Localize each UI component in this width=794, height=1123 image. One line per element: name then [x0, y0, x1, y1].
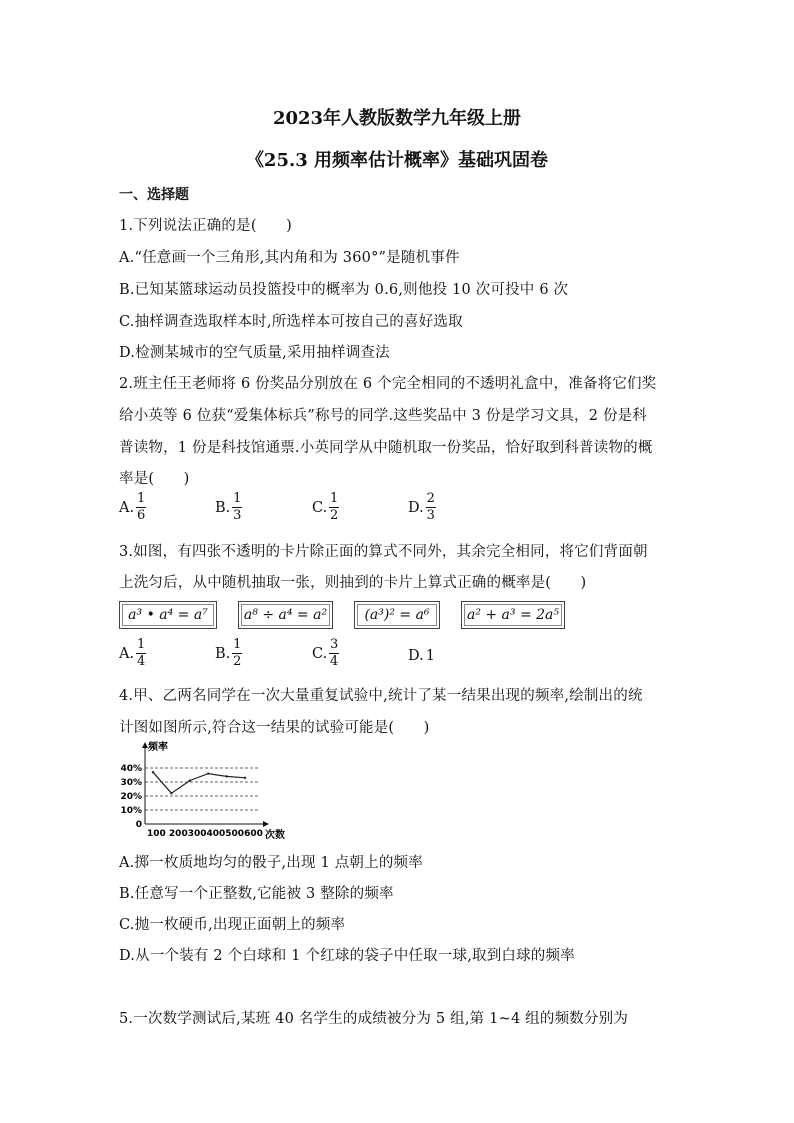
fraction	[136, 492, 146, 523]
frequency-line-chart	[115, 740, 295, 842]
q2-choice-b	[215, 492, 242, 523]
q4-option-b: B.任意写一个正整数,它能被 3 整除的频率	[119, 886, 394, 902]
denominator: 3	[426, 508, 435, 523]
fraction	[232, 492, 242, 523]
document-subtitle: 《25.3 用频率估计概率》基础巩固卷	[245, 150, 549, 171]
x-axis-label: 次数	[265, 830, 285, 841]
q2-choice-a	[119, 492, 146, 523]
data-point	[244, 777, 246, 779]
data-point	[152, 771, 154, 773]
formula-card-1: a³ • a⁴ = a⁷	[119, 601, 217, 629]
x-axis-arrow	[263, 821, 269, 827]
fraction	[136, 638, 146, 669]
denominator: 4	[330, 654, 339, 669]
fraction	[232, 638, 242, 669]
fraction	[329, 638, 339, 669]
formula-card-2: a⁸ ÷ a⁴ = a²	[238, 601, 333, 629]
y-tick-label: 10%	[120, 806, 142, 816]
data-point	[225, 775, 227, 777]
q1-option-c: C.抽样调查选取样本时,所选样本可按自己的喜好选取	[119, 314, 463, 330]
q3-line-1: 3.如图，有四张不透明的卡片除正面的算式不同外，其余完全相同，将它们背面朝	[119, 544, 648, 560]
choice-label: C.	[312, 499, 328, 516]
choice-label: D.	[408, 499, 424, 516]
denominator: 6	[136, 508, 146, 523]
q2-choice-d	[408, 492, 436, 523]
q4-line-2: 计图如图所示,符合这一结果的试验可能是( )	[119, 720, 430, 736]
y-tick-label: 40%	[120, 764, 142, 774]
q4-option-d: D.从一个装有 2 个白球和 1 个红球的袋子中任取一球,取到白球的频率	[119, 948, 575, 964]
q2-line-3: 普读物，1 份是科技馆通票.小英同学从中随机取一份奖品，恰好取到科普读物的概	[119, 440, 653, 456]
numerator: 3	[330, 637, 339, 652]
numerator: 2	[426, 491, 435, 506]
fraction	[329, 492, 339, 523]
denominator: 3	[233, 508, 242, 523]
denominator: 4	[136, 654, 146, 669]
q5-line-1: 5.一次数学测试后,某班 40 名学生的成绩被分为 5 组,第 1~4 组的频数分别为	[119, 1011, 629, 1027]
q3-line-2: 上洗匀后，从中随机抽取一张，则抽到的卡片上算式正确的概率是( )	[119, 575, 587, 591]
document-title: 2023年人教版数学九年级上册	[272, 108, 522, 129]
q2-choice-c	[312, 492, 339, 523]
choice-label: B.	[215, 499, 231, 516]
series-line	[153, 772, 245, 793]
choice-label: A.	[119, 645, 135, 662]
y-tick-label: 20%	[120, 792, 142, 802]
q4-option-c: C.抛一枚硬币,出现正面朝上的频率	[119, 917, 346, 933]
numerator: 1	[330, 491, 339, 506]
x-tick-labels: 100 200300400500600	[147, 829, 263, 839]
numerator: 1	[233, 491, 242, 506]
choice-label: D.	[408, 648, 424, 664]
y-tick-label: 0	[135, 820, 142, 830]
data-point	[170, 792, 172, 794]
q3-choice-b	[215, 638, 242, 669]
data-point	[207, 772, 209, 774]
choice-label: B.	[215, 645, 231, 662]
choice-label: A.	[119, 499, 135, 516]
choice-label: C.	[312, 645, 328, 662]
q1-stem: 1.下列说法正确的是( )	[119, 218, 292, 234]
data-point	[189, 779, 191, 781]
q1-option-d: D.检测某城市的空气质量,采用抽样调查法	[119, 345, 390, 361]
q2-line-1: 2.班主任王老师将 6 份奖品分别放在 6 个完全相同的不透明礼盒中，准备将它们奖	[119, 376, 657, 392]
numerator: 1	[136, 637, 146, 652]
numerator: 1	[233, 637, 242, 652]
q4-option-a: A.掷一枚质地均匀的骰子,出现 1 点朝上的频率	[119, 855, 423, 871]
q4-line-1: 4.甲、乙两名同学在一次大量重复试验中,统计了某一结果出现的频率,绘制出的统	[119, 688, 643, 704]
y-tick-label: 30%	[120, 778, 142, 788]
y-axis-label: 频率	[148, 742, 168, 753]
q3-choice-d	[408, 648, 435, 664]
denominator: 2	[330, 508, 339, 523]
fraction	[426, 492, 436, 523]
choice-value: 1	[425, 648, 435, 664]
q3-choice-a	[119, 638, 146, 669]
numerator: 1	[136, 491, 146, 506]
formula-card-3: (a³)² = a⁶	[354, 601, 440, 629]
q3-choice-c	[312, 638, 339, 669]
q2-line-4: 率是( )	[119, 471, 190, 487]
denominator: 2	[233, 654, 242, 669]
q2-line-2: 给小英等 6 位获“爱集体标兵”称号的同学.这些奖品中 3 份是学习文具，2 份是科	[119, 408, 648, 424]
section-heading: 一、选择题	[119, 187, 189, 203]
q1-option-b: B.已知某篮球运动员投篮投中的概率为 0.6,则他投 10 次可投中 6 次	[119, 282, 569, 298]
formula-card-4: a² + a³ = 2a⁵	[461, 601, 565, 629]
q1-option-a: A.“任意画一个三角形,其内角和为 360°”是随机事件	[119, 250, 460, 266]
